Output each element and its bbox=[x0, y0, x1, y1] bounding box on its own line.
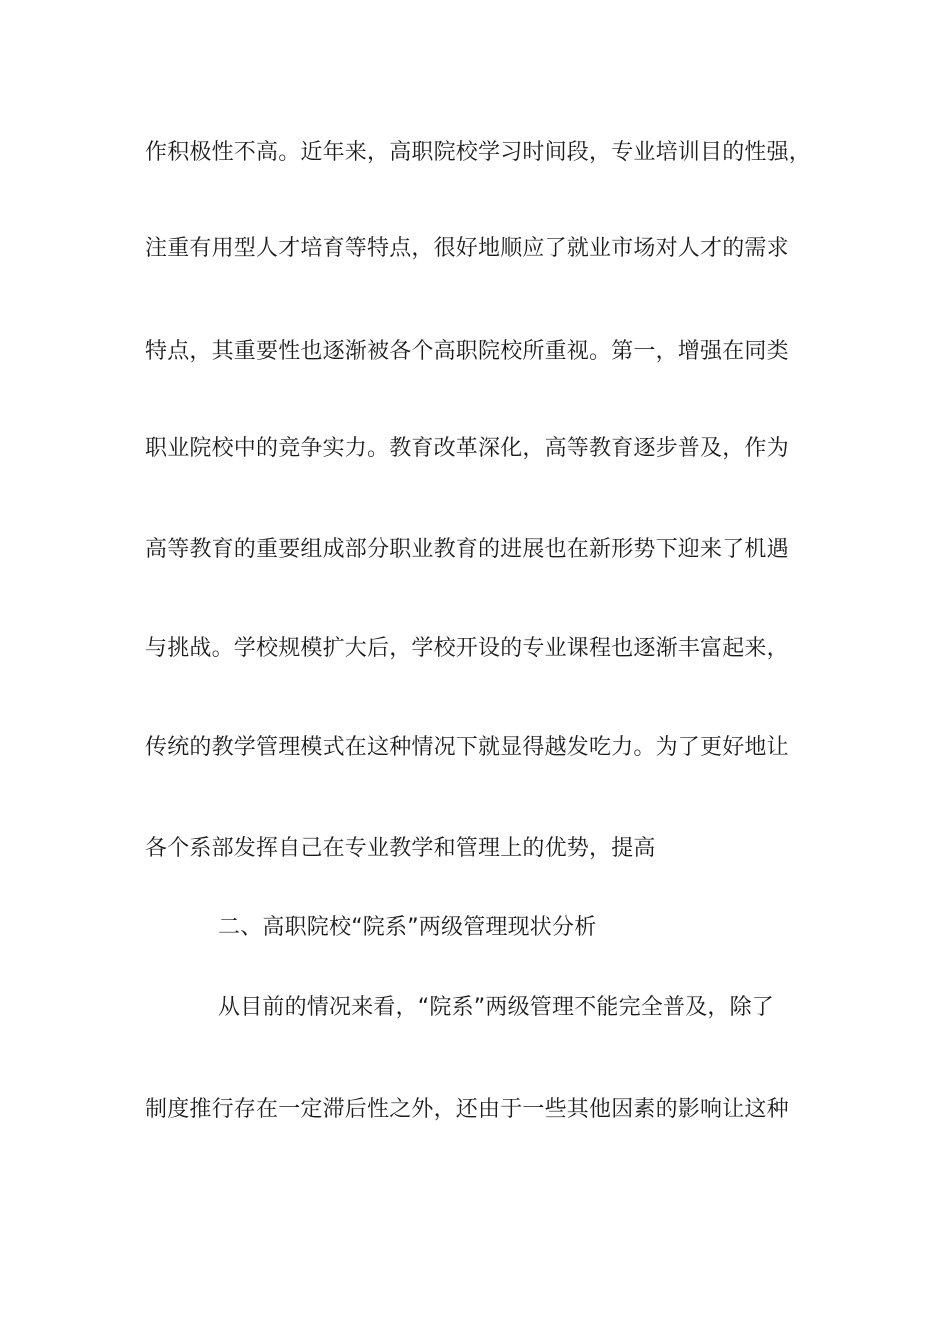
section-heading: 二、高职院校“院系”两级管理现状分析 bbox=[218, 915, 597, 940]
paragraph-line: 职业院校中的竞争实力。教育改革深化，高等教育逐步普及，作为 bbox=[145, 436, 789, 461]
paragraph-line: 从目前的情况来看，“院系”两级管理不能完全普及，除了 bbox=[218, 995, 774, 1020]
paragraph-line: 注重有用型人才培育等特点，很好地顺应了就业市场对人才的需求 bbox=[145, 236, 789, 261]
paragraph-line: 传统的教学管理模式在这种情况下就显得越发吃力。为了更好地让 bbox=[145, 735, 789, 760]
paragraph-line: 制度推行存在一定滞后性之外，还由于一些其他因素的影响让这种 bbox=[145, 1097, 789, 1122]
paragraph-line: 各个系部发挥自己在专业教学和管理上的优势，提高 bbox=[145, 836, 656, 861]
paragraph-line: 特点，其重要性也逐渐被各个高职院校所重视。第一，增强在同类 bbox=[145, 339, 789, 364]
paragraph-line: 高等教育的重要组成部分职业教育的进展也在新形势下迎来了机遇 bbox=[145, 537, 789, 562]
paragraph-line: 与挑战。学校规模扩大后，学校开设的专业课程也逐渐丰富起来， bbox=[145, 636, 789, 661]
paragraph-line: 作积极性不高。近年来，高职院校学习时间段，专业培训目的性强， bbox=[145, 140, 812, 165]
